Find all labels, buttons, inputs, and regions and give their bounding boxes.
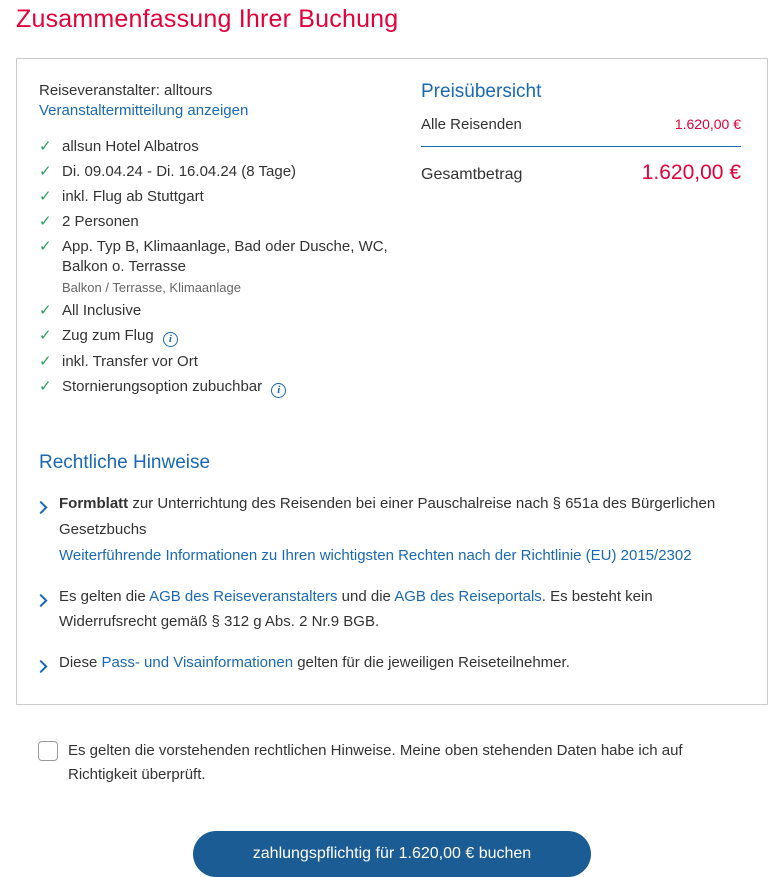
trip-feature-text: Di. 09.04.24 - Di. 16.04.24 (8 Tage) — [62, 162, 297, 180]
legal-item-visa — [39, 650, 739, 676]
consent-checkbox[interactable] — [38, 741, 58, 761]
trip-feature-rail — [39, 323, 395, 349]
agb-portal-link[interactable]: AGB des Reiseportals — [394, 587, 542, 605]
legal-item-form — [39, 491, 739, 568]
chevron-right-icon — [39, 497, 48, 523]
trip-feature-flight — [39, 184, 395, 209]
room-subnote: Balkon / Terrasse, Klimaanlage — [62, 279, 241, 295]
rail-text: Zug zum Flug — [62, 326, 154, 344]
trip-feature-text: All Inclusive — [62, 301, 142, 319]
consent-row — [16, 739, 768, 787]
info-icon[interactable]: i — [271, 383, 286, 398]
visa-info-link[interactable]: Pass- und Visainformationen — [101, 654, 294, 672]
booking-summary-card — [16, 58, 768, 705]
operator-label: Reiseveranstalter: alltours — [39, 82, 213, 99]
price-row-total — [421, 161, 741, 185]
legal-form-text: zur Unterrichtung des Reisenden bei einer Pauschalreise nach § 651a des Bürgerlichen Gesetzbuchs — [59, 495, 716, 539]
booking-overview — [39, 81, 741, 400]
checkmark-icon: ✓ — [39, 301, 52, 319]
trip-feature-cancellation — [39, 374, 395, 400]
operator-block — [39, 81, 395, 122]
chevron-right-icon — [39, 590, 48, 616]
operator-message-link[interactable]: Veranstaltermitteilung anzeigen — [39, 102, 249, 120]
cancellation-text: Stornierungsoption zubuchbar — [62, 377, 263, 395]
legal-form-bold: Formblatt — [59, 495, 129, 513]
checkmark-icon: ✓ — [39, 326, 52, 344]
trip-feature-list — [39, 135, 395, 401]
legal-item-agb — [39, 584, 739, 636]
legal-visa-pre: Diese — [59, 654, 102, 672]
price-overview-column — [395, 81, 741, 400]
eu-directive-link[interactable]: Weiterführende Informationen zu Ihren wichtigsten Rechten nach der Richtlinie (EU) 2015/2302 — [59, 546, 692, 564]
trip-feature-board — [39, 298, 395, 323]
price-row-label: Alle Reisenden — [421, 116, 522, 133]
trip-feature-text: inkl. Transfer vor Ort — [62, 352, 198, 370]
trip-feature-text: allsun Hotel Albatros — [62, 138, 199, 155]
legal-visa-post: gelten für die jeweiligen Reiseteilnehmer. — [293, 654, 570, 672]
trip-feature-text — [62, 237, 395, 296]
trip-details-column — [39, 81, 395, 400]
legal-notes-section — [39, 452, 741, 676]
trip-feature-room — [39, 234, 395, 298]
trip-feature-transfer — [39, 349, 395, 374]
consent-label: Es gelten die vorstehenden rechtlichen Hinweise. Meine oben stehenden Daten habe ich auf Richtigkeit überprüft. — [68, 742, 683, 784]
price-row-value: 1.620,00 € — [674, 116, 741, 132]
checkmark-icon: ✓ — [39, 352, 52, 370]
page-title: Zusammenfassung Ihrer Buchung — [16, 5, 399, 33]
info-icon[interactable]: i — [163, 332, 178, 347]
book-now-button[interactable]: zahlungspflichtig für 1.620,00 € buchen — [193, 831, 591, 877]
trip-feature-dates — [39, 159, 395, 184]
trip-feature-persons — [39, 209, 395, 234]
trip-feature-text: inkl. Flug ab Stuttgart — [62, 187, 204, 205]
legal-agb-pre: Es gelten die — [59, 587, 150, 605]
total-value: 1.620,00 € — [641, 161, 741, 184]
price-row-travellers — [421, 116, 741, 133]
legal-agb-post: . Es besteht kein Widerrufsrecht gemäß § 312 g Abs. 2 Nr.9 BGB. — [59, 587, 653, 631]
price-overview-heading: Preisübersicht — [421, 81, 542, 102]
legal-agb-mid: und die — [337, 587, 395, 605]
checkmark-icon: ✓ — [39, 138, 52, 155]
trip-feature-text: 2 Personen — [62, 212, 139, 230]
cta-container — [16, 831, 768, 877]
total-label: Gesamtbetrag — [421, 166, 523, 183]
checkmark-icon: ✓ — [39, 237, 52, 255]
trip-feature-hotel — [39, 135, 395, 160]
room-description: App. Typ B, Klimaanlage, Bad oder Dusche, WC, Balkon o. Terrasse — [62, 237, 388, 275]
chevron-right-icon — [39, 656, 48, 682]
agb-operator-link[interactable]: AGB des Reiseveranstalters — [149, 587, 338, 605]
price-divider — [421, 146, 741, 147]
checkmark-icon: ✓ — [39, 162, 52, 180]
trip-feature-text — [62, 377, 395, 398]
checkmark-icon: ✓ — [39, 187, 52, 205]
checkmark-icon: ✓ — [39, 212, 52, 230]
legal-notes-heading: Rechtliche Hinweise — [39, 452, 211, 474]
checkmark-icon: ✓ — [39, 377, 52, 395]
trip-feature-text — [62, 326, 395, 347]
